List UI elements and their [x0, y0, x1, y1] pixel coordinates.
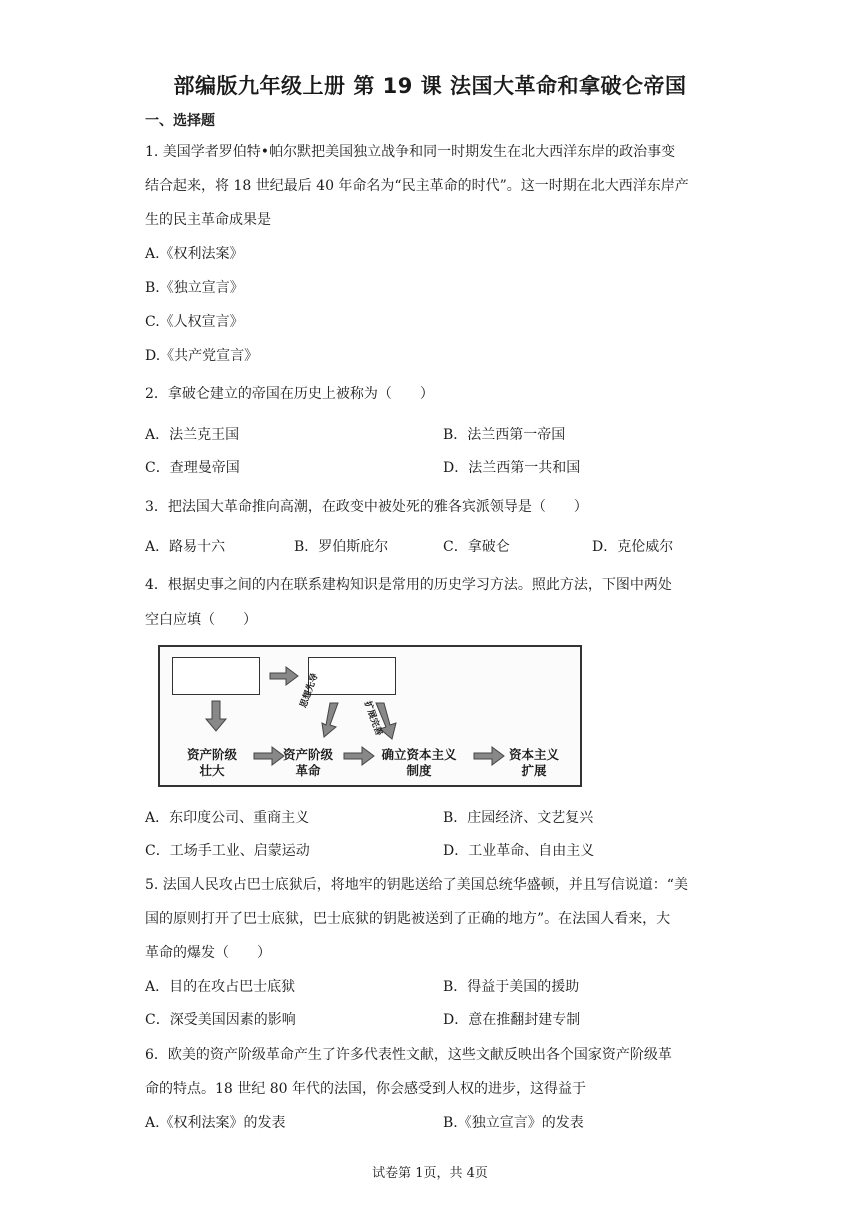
- q5-line-2: 国的原则打开了巴士底狱，巴士底狱的钥匙被送到了正确的地方”。在法国人看来，大: [145, 911, 671, 927]
- q4-option-c: C．工场手工业、启蒙运动: [145, 843, 310, 859]
- q4-option-d: D．工业革命、自由主义: [443, 843, 595, 859]
- q4-line-2: 空白应填（ ）: [145, 612, 257, 628]
- page-title: 部编版九年级上册 第 19 课 法国大革命和拿破仑帝国: [173, 74, 687, 98]
- q4-option-a: A．东印度公司、重商主义: [145, 810, 310, 826]
- q1-option-d: D.《共产党宣言》: [145, 348, 259, 364]
- q5-line-1: 5. 法国人民攻占巴士底狱后，将地牢的钥匙送给了美国总统华盛顿，并且写信说道：“美: [145, 877, 688, 893]
- q2-stem: 2．拿破仑建立的帝国在历史上被称为（ ）: [145, 386, 434, 402]
- node-bourgeois-revolution: 资产阶级 革命: [282, 747, 333, 778]
- q1-line-2: 结合起来，将 18 世纪最后 40 年命名为“民主革命的时代”。这一时期在北大西洋东岸产: [145, 178, 689, 194]
- q6-option-b: B.《独立宣言》的发表: [443, 1115, 584, 1131]
- q3-option-b: B．罗伯斯庇尔: [294, 539, 389, 555]
- node-bourgeoisie-grows: 资产阶级 壮大: [186, 747, 237, 778]
- q1-line-3: 生的民主革命成果是: [145, 212, 271, 228]
- q5-option-b: B．得益于美国的援助: [443, 979, 580, 995]
- q2-option-c: C．查理曼帝国: [145, 460, 240, 476]
- q3-stem: 3．把法国大革命推向高潮，在政变中被处死的雅各宾派领导是（ ）: [145, 499, 588, 515]
- q6-line-1: 6．欧美的资产阶级革命产生了许多代表性文献，这些文献反映出各个国家资产阶级革: [145, 1047, 672, 1063]
- q3-option-c: C．拿破仑: [443, 539, 510, 555]
- q2-option-d: D．法兰西第一共和国: [443, 460, 581, 476]
- q6-line-2: 命的特点。18 世纪 80 年代的法国，你会感受到人权的进步，这得益于: [145, 1081, 586, 1097]
- q4-line-1: 4．根据史事之间的内在联系建构知识是常用的历史学习方法。照此方法，下图中两处: [145, 577, 672, 593]
- q2-option-b: B．法兰西第一帝国: [443, 427, 566, 443]
- q5-option-c: C．深受美国因素的影响: [145, 1012, 296, 1028]
- q3-option-a: A．路易十六: [145, 539, 226, 555]
- q6-option-a: A.《权利法案》的发表: [145, 1115, 286, 1131]
- arrow-diag-left: [322, 703, 338, 737]
- q5-line-3: 革命的爆发（ ）: [145, 945, 271, 961]
- node-establish-capitalism: 确立资本主义 制度: [381, 747, 457, 778]
- arrow-top-right: [270, 667, 298, 685]
- q5-option-d: D．意在推翻封建专制: [443, 1012, 581, 1028]
- node-capitalism-expands: 资本主义 扩展: [508, 747, 559, 778]
- q1-line-1: 1. 美国学者罗伯特•帕尔默把美国独立战争和同一时期发生在北大西洋东岸的政治事变: [145, 144, 676, 160]
- q2-option-a: A．法兰克王国: [145, 427, 240, 443]
- arrow-down-left: [206, 701, 226, 731]
- q4-option-b: B．庄园经济、文艺复兴: [443, 810, 594, 826]
- arrow-label-right: 扩展完善: [361, 700, 384, 738]
- arrow-label-left: 思想先导: [298, 672, 321, 710]
- knowledge-diagram: [158, 645, 582, 787]
- q1-option-a: A.《权利法案》: [145, 246, 244, 262]
- section-heading: 一、选择题: [145, 113, 215, 129]
- q1-option-c: C.《人权宣言》: [145, 314, 244, 330]
- page-footer: 试卷第 1页，共 4页: [372, 1166, 488, 1181]
- q5-option-a: A．目的在攻占巴士底狱: [145, 979, 296, 995]
- q3-option-d: D．克伦威尔: [592, 539, 674, 555]
- q1-option-b: B.《独立宣言》: [145, 280, 244, 296]
